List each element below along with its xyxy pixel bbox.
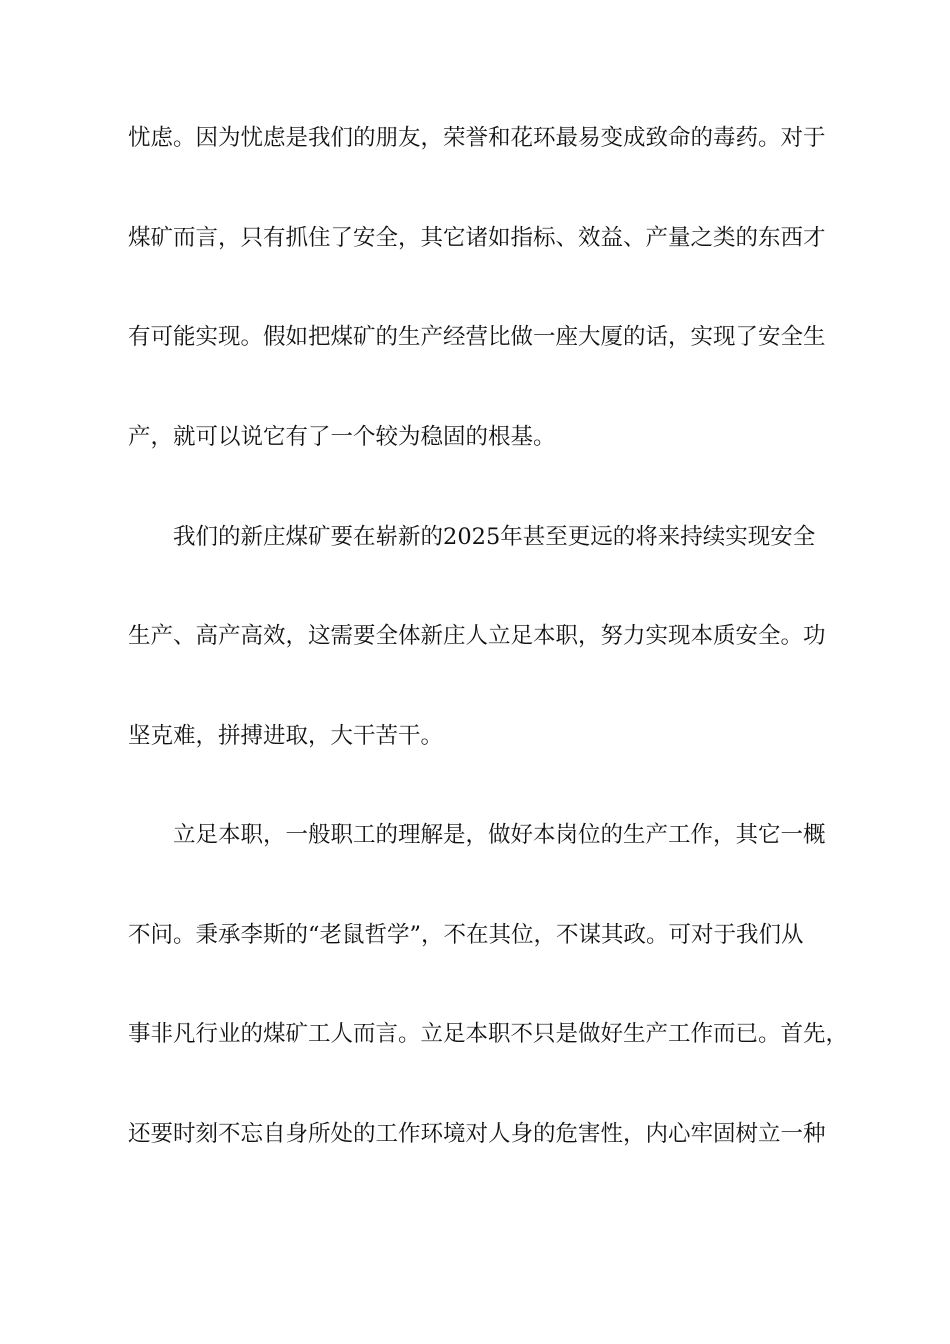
paragraph-first-line: 我们的新庄煤矿要在崭新的2025年甚至更远的将来持续实现安全 — [173, 524, 816, 550]
text-line: 坚克难，拼搏进取，大干苦干。 — [128, 723, 444, 749]
text-line: 不问。秉承李斯的“老鼠哲学”，不在其位，不谋其政。可对于我们从 — [128, 922, 804, 948]
paragraph-first-line: 立足本职，一般职工的理解是，做好本岗位的生产工作，其它一概 — [173, 822, 826, 848]
text-line: 煤矿而言，只有抓住了安全，其它诸如指标、效益、产量之类的东西才 — [128, 225, 826, 251]
text-line: 产，就可以说它有了一个较为稳固的根基。 — [128, 424, 556, 450]
text-line: 有可能实现。假如把煤矿的生产经营比做一座大厦的话，实现了安全生 — [128, 324, 826, 350]
text-line: 生产、高产高效，这需要全体新庄人立足本职，努力实现本质安全。功 — [128, 623, 826, 649]
text-line: 还要时刻不忘自身所处的工作环境对人身的危害性，内心牢固树立一种 — [128, 1121, 826, 1147]
text-line: 忧虑。因为忧虑是我们的朋友，荣誉和花环最易变成致命的毒药。对于 — [128, 125, 826, 151]
text-line: 事非凡行业的煤矿工人而言。立足本职不只是做好生产工作而已。首先， — [128, 1021, 849, 1047]
